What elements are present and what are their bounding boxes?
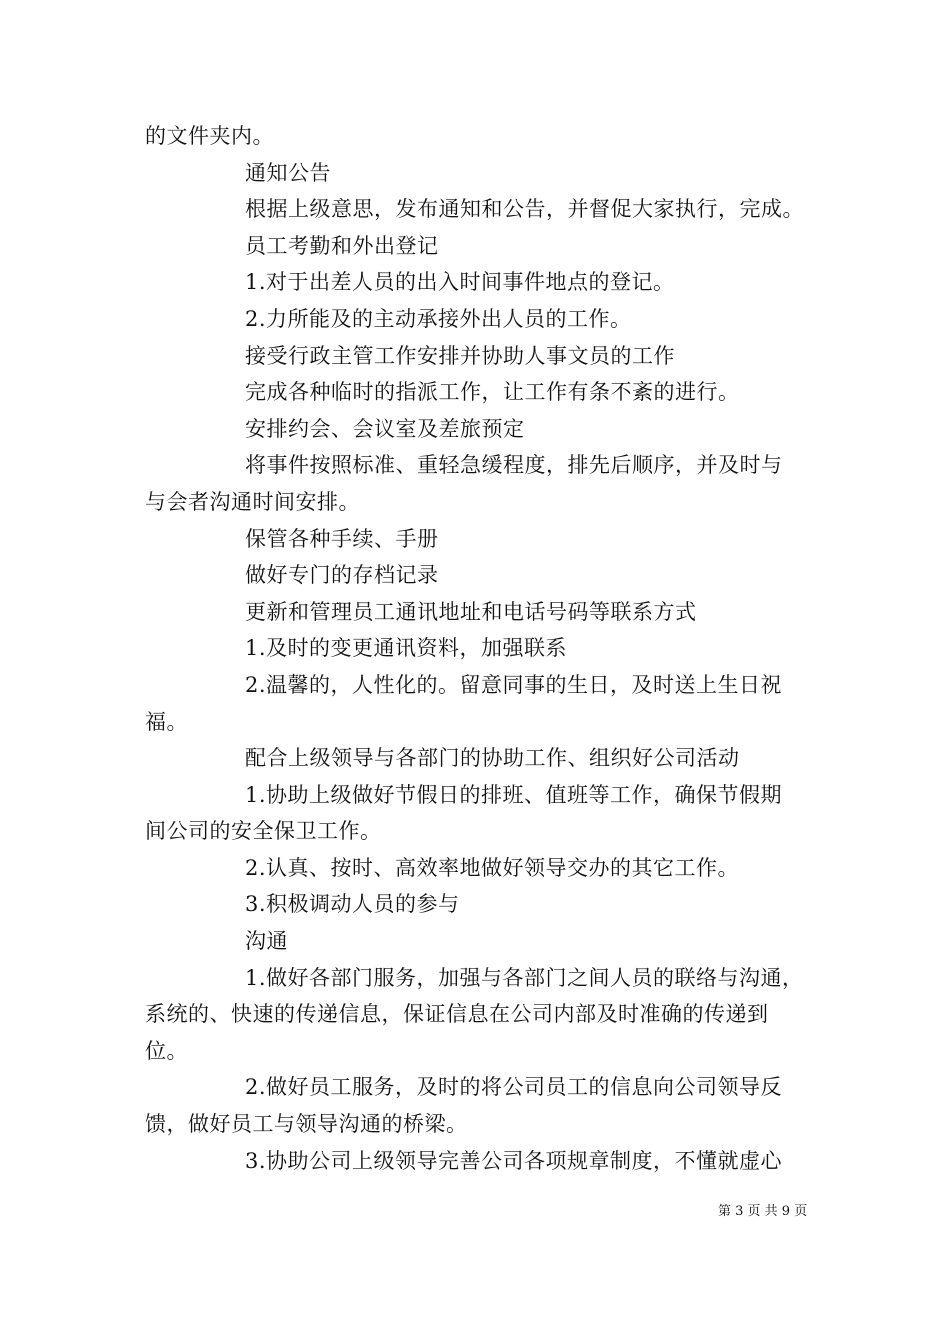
text-line: 3.积极调动人员的参与: [245, 892, 460, 917]
text-line: 3.协助公司上级领导完善公司各项规章制度，不懂就虚心: [245, 1148, 783, 1173]
text-line: 福。: [145, 709, 188, 734]
text-line: 安排约会、会议室及差旅预定: [245, 416, 525, 441]
text-line: 2.认真、按时、高效率地做好领导交办的其它工作。: [245, 855, 740, 880]
text-line: 2.做好员工服务，及时的将公司员工的信息向公司领导反: [245, 1075, 783, 1100]
text-line: 完成各种临时的指派工作，让工作有条不紊的进行。: [245, 380, 740, 405]
page-footer: 第 3 页 共 9 页: [718, 1204, 808, 1219]
text-line: 2.力所能及的主动承接外出人员的工作。: [245, 306, 632, 331]
text-line: 系统的、快速的传递信息，保证信息在公司内部及时准确的传递到: [145, 1002, 769, 1027]
text-line: 做好专门的存档记录: [245, 563, 439, 588]
text-line: 保管各种手续、手册: [245, 526, 439, 551]
text-line: 与会者沟通时间安排。: [145, 489, 360, 514]
text-line: 间公司的安全保卫工作。: [145, 819, 382, 844]
text-line: 的文件夹内。: [145, 124, 274, 148]
document-body: [145, 118, 825, 1179]
text-line: 沟通: [245, 929, 288, 954]
text-line: 1.协助上级做好节假日的排班、值班等工作，确保节假期: [245, 782, 783, 807]
text-line: 将事件按照标准、重轻急缓程度，排先后顺序，并及时与: [245, 453, 783, 478]
text-line: 1.对于出差人员的出入时间事件地点的登记。: [245, 270, 675, 295]
text-line: 根据上级意思，发布通知和公告，并督促大家执行，完成。: [245, 197, 804, 222]
text-line: 通知公告: [245, 160, 331, 185]
text-line: 位。: [145, 1038, 188, 1063]
text-line: 员工考勤和外出登记: [245, 233, 439, 258]
text-line: 1.做好各部门服务，加强与各部门之间人员的联络与沟通，: [245, 965, 804, 990]
text-line: 馈，做好员工与领导沟通的桥梁。: [145, 1112, 468, 1137]
text-line: 配合上级领导与各部门的协助工作、组织好公司活动: [245, 746, 740, 771]
text-line: 接受行政主管工作安排并协助人事文员的工作: [245, 343, 675, 368]
text-line: 更新和管理员工通讯地址和电话号码等联系方式: [245, 599, 697, 624]
text-line: 1.及时的变更通讯资料，加强联系: [245, 636, 568, 661]
text-line: 2.温馨的，人性化的。留意同事的生日，及时送上生日祝: [245, 672, 783, 697]
